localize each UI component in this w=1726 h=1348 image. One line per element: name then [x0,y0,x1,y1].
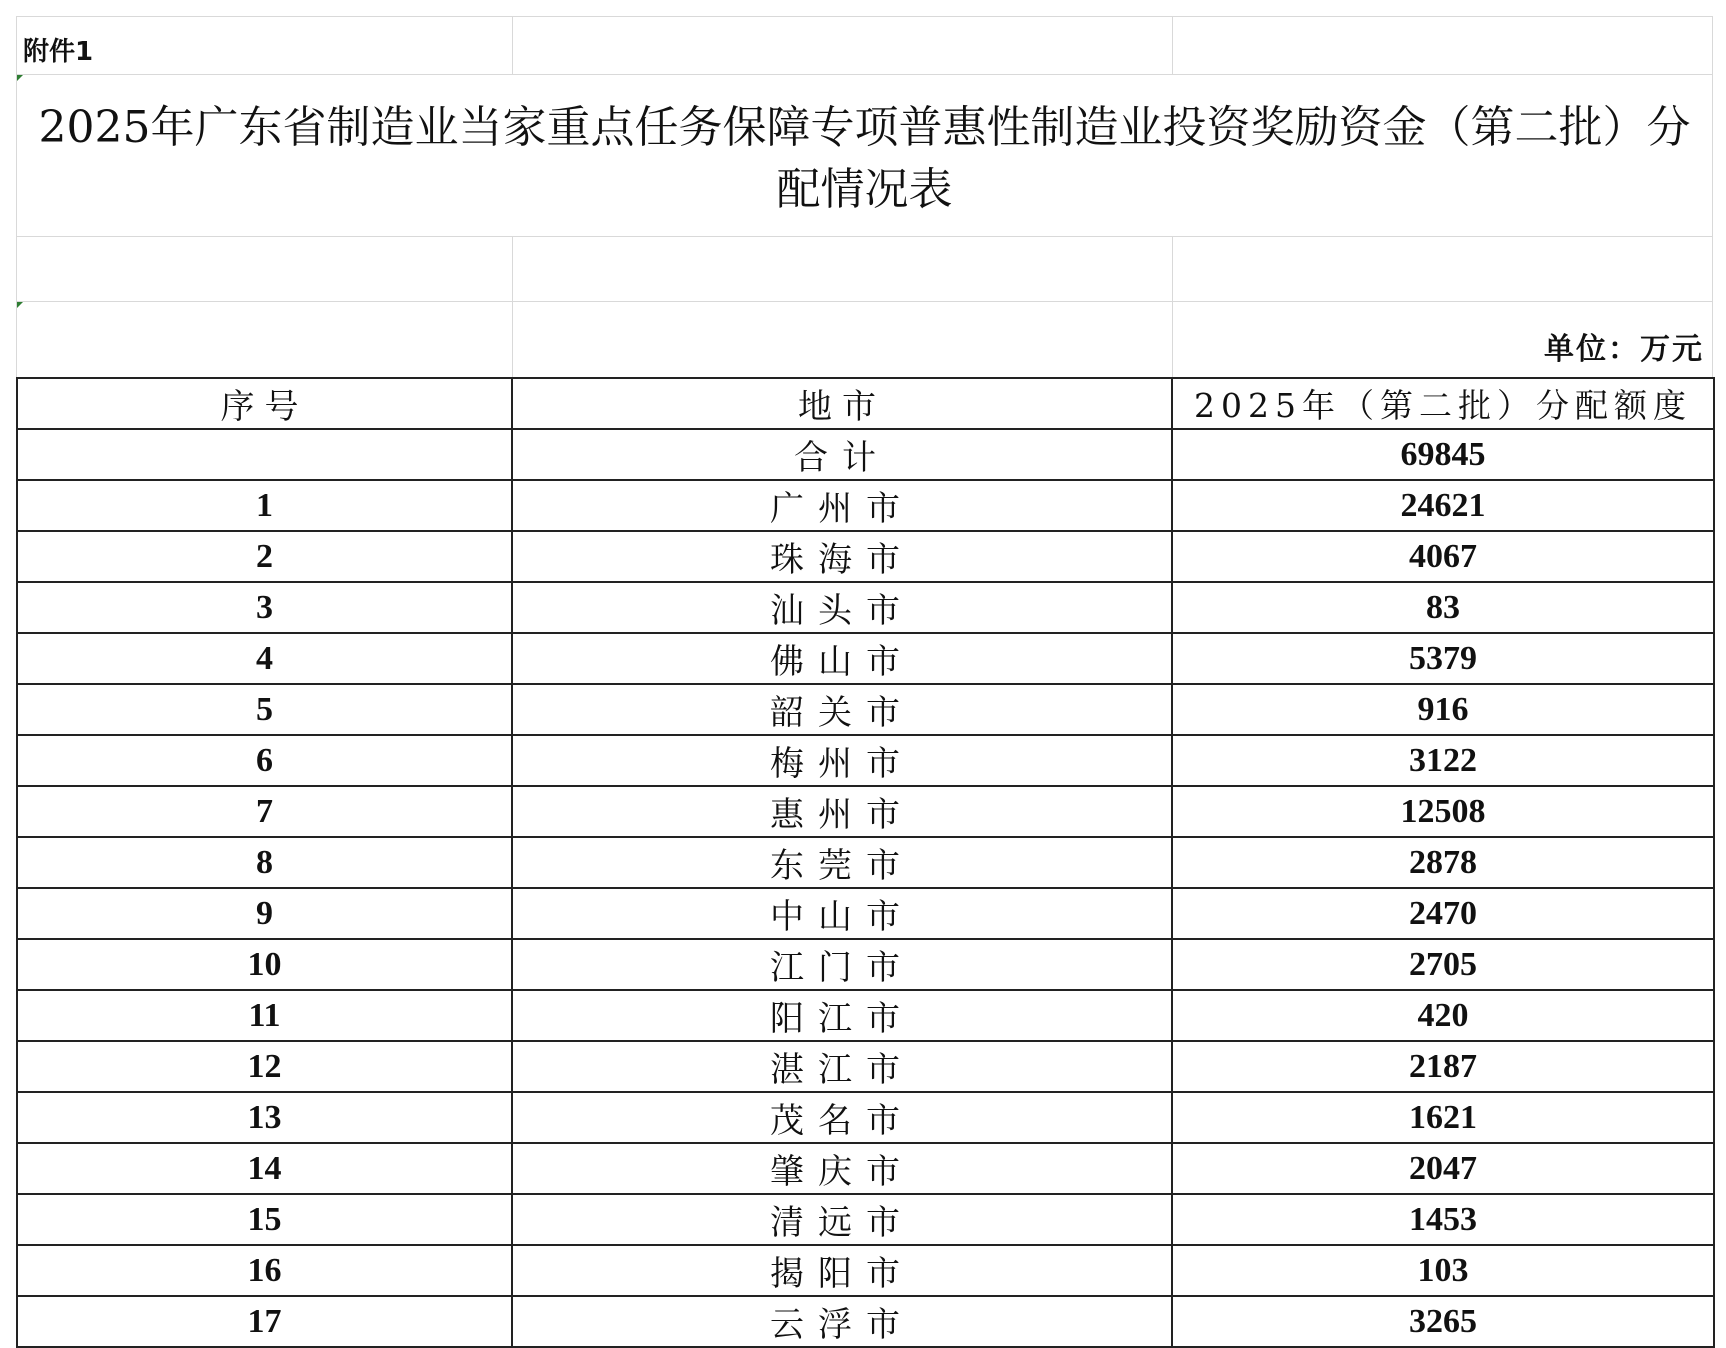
attachment-row [16,16,1713,74]
row-amount: 83 [1172,582,1714,633]
total-label: 合计 [512,429,1172,480]
row-city: 阳江市 [512,990,1172,1041]
row-index: 12 [17,1041,512,1092]
header-amount: 2025年（第二批）分配额度 [1172,378,1714,429]
header-index: 序号 [17,378,512,429]
spreadsheet [16,16,1713,1348]
table-header-row [17,378,1714,429]
row-city: 梅州市 [512,735,1172,786]
empty-row [16,236,1713,301]
table-row [17,1092,1714,1143]
cell-marker [17,75,23,81]
table-row [17,531,1714,582]
row-index: 16 [17,1245,512,1296]
page-title: 2025年广东省制造业当家重点任务保障专项普惠性制造业投资奖励资金（第二批）分配情况表 [38,102,1691,215]
table-row [17,735,1714,786]
table-row [17,837,1714,888]
table-row [17,582,1714,633]
table-row [17,1245,1714,1296]
row-index: 11 [17,990,512,1041]
row-index: 14 [17,1143,512,1194]
row-amount: 916 [1172,684,1714,735]
table-row [17,1041,1714,1092]
cell-marker [17,302,23,308]
row-city: 韶关市 [512,684,1172,735]
row-city: 佛山市 [512,633,1172,684]
total-amount: 69845 [1172,429,1714,480]
row-index: 10 [17,939,512,990]
row-index: 1 [17,480,512,531]
row-amount: 103 [1172,1245,1714,1296]
header-city: 地市 [512,378,1172,429]
row-amount: 5379 [1172,633,1714,684]
table-row [17,480,1714,531]
unit-label: 单位：万元 [1544,332,1704,367]
row-city: 江门市 [512,939,1172,990]
header-area [16,16,1713,377]
attachment-label: 附件1 [23,37,94,67]
row-index: 13 [17,1092,512,1143]
title-row [16,74,1713,236]
row-city: 东莞市 [512,837,1172,888]
row-amount: 1453 [1172,1194,1714,1245]
row-city: 茂名市 [512,1092,1172,1143]
table-row [17,633,1714,684]
row-city: 湛江市 [512,1041,1172,1092]
table-row [17,684,1714,735]
row-amount: 2470 [1172,888,1714,939]
row-index: 17 [17,1296,512,1347]
row-amount: 1621 [1172,1092,1714,1143]
row-index: 4 [17,633,512,684]
total-row [17,429,1714,480]
row-city: 揭阳市 [512,1245,1172,1296]
row-city: 汕头市 [512,582,1172,633]
row-amount: 2047 [1172,1143,1714,1194]
row-index: 6 [17,735,512,786]
row-city: 中山市 [512,888,1172,939]
row-amount: 2705 [1172,939,1714,990]
table-row [17,939,1714,990]
table-row [17,1194,1714,1245]
row-city: 珠海市 [512,531,1172,582]
row-amount: 2187 [1172,1041,1714,1092]
total-index [17,429,512,480]
row-index: 9 [17,888,512,939]
row-index: 3 [17,582,512,633]
row-amount: 420 [1172,990,1714,1041]
allocation-table [16,377,1715,1348]
row-index: 7 [17,786,512,837]
table-row [17,1143,1714,1194]
row-index: 15 [17,1194,512,1245]
row-city: 广州市 [512,480,1172,531]
row-city: 清远市 [512,1194,1172,1245]
table-row [17,1296,1714,1347]
row-amount: 3265 [1172,1296,1714,1347]
row-index: 2 [17,531,512,582]
row-index: 8 [17,837,512,888]
table-row [17,888,1714,939]
unit-row [16,301,1713,377]
row-amount: 12508 [1172,786,1714,837]
row-amount: 3122 [1172,735,1714,786]
row-city: 云浮市 [512,1296,1172,1347]
row-city: 惠州市 [512,786,1172,837]
row-index: 5 [17,684,512,735]
row-city: 肇庆市 [512,1143,1172,1194]
table-row [17,786,1714,837]
table-row [17,990,1714,1041]
row-amount: 4067 [1172,531,1714,582]
row-amount: 24621 [1172,480,1714,531]
row-amount: 2878 [1172,837,1714,888]
